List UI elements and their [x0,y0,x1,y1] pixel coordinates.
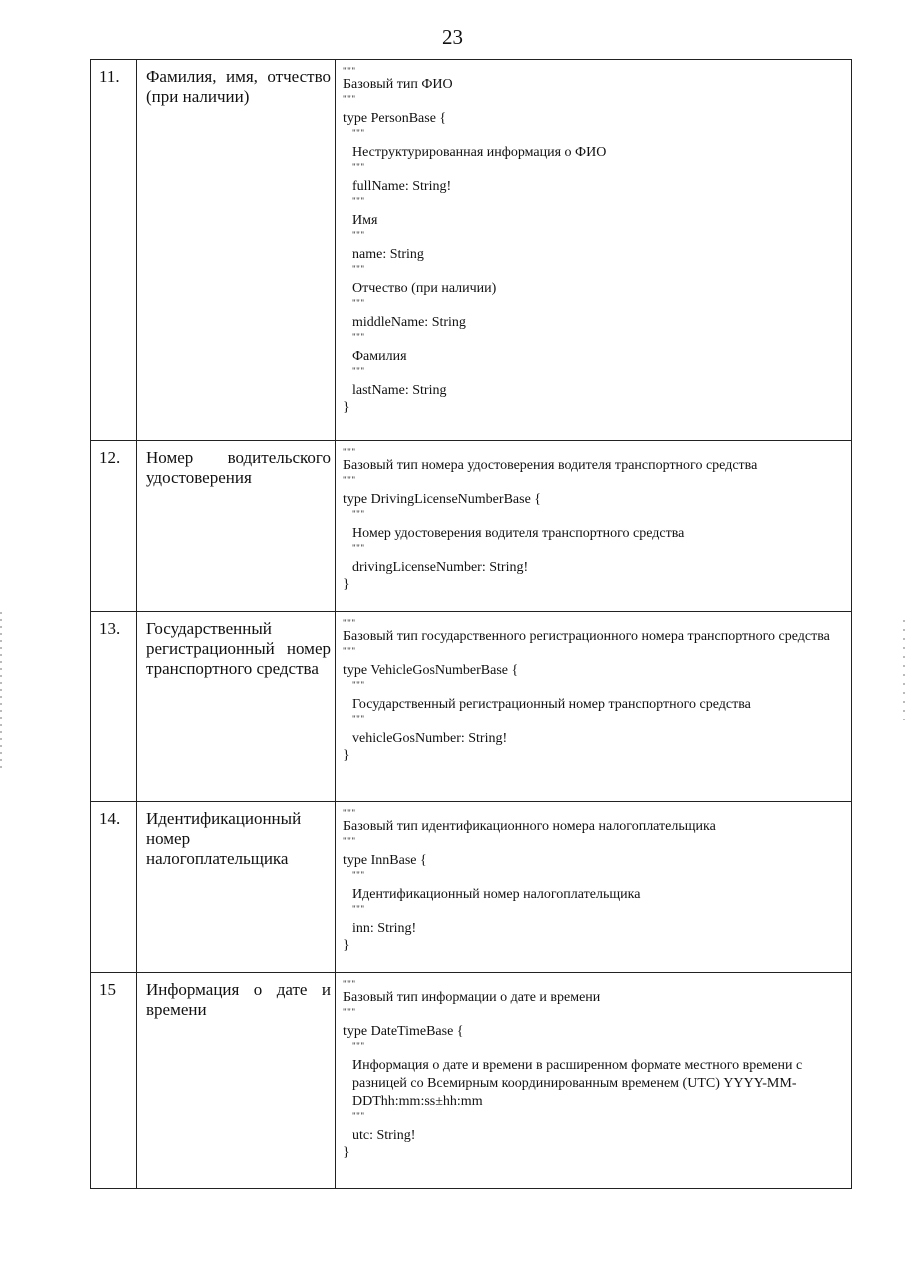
type-declaration: type DrivingLicenseNumberBase { [343,492,541,507]
field-comment: Фамилия [352,349,407,364]
type-declaration: type DateTimeBase { [343,1024,464,1039]
docstring-quote: """ [352,332,365,342]
type-description: Базовый тип номера удостоверения водителя транспортного средства [343,458,758,473]
field-declaration: fullName: String! [352,179,452,194]
field-name: Информация о дате и времени [146,980,331,1019]
docstring-quote: """ [343,66,356,76]
field-declaration: utc: String! [352,1128,416,1143]
docstring-quote: """ [352,366,365,376]
docstring-quote: """ [352,1041,365,1051]
type-close-brace: } [343,577,350,592]
table-row [91,441,852,612]
row-number: 13. [91,612,137,802]
table-row [91,802,852,973]
docstring-quote: """ [352,680,365,690]
field-comment: Информация о дате и времени в расширенном формате местного времени с разницей со Всемирным координированным временем (UTC) YYYY-MM-DDThh:mm:ss±hh:mm [352,1058,803,1109]
docstring-quote: """ [352,162,365,172]
row-number: 15 [91,973,137,1189]
type-description: Базовый тип идентификационного номера налогоплательщика [343,819,716,834]
field-name: Идентификационный номер налогоплательщика [146,809,302,868]
docstring-quote: """ [343,808,356,818]
graphql-code-cell [336,973,852,1189]
docstring-quote: """ [352,264,365,274]
table-row [91,612,852,802]
docstring-quote: """ [352,509,365,519]
type-close-brace: } [343,400,350,415]
table-row [91,973,852,1189]
field-name: Фамилия, имя, отчество (при наличии) [146,67,331,106]
docstring-quote: """ [343,646,356,656]
field-declaration: drivingLicenseNumber: String! [352,560,529,575]
docstring-quote: """ [352,128,365,138]
type-declaration: type VehicleGosNumberBase { [343,663,519,678]
scan-edge-artifact [0,612,2,772]
graphql-code-cell [336,60,852,441]
docstring-quote: """ [352,230,365,240]
field-name-cell [137,60,336,441]
field-comment: Идентификационный номер налогоплательщика [352,887,641,902]
field-declaration: middleName: String [352,315,466,330]
type-declaration: type PersonBase { [343,111,447,126]
field-name: Государственный регистрационный номер транспортного средства [146,619,331,678]
row-number: 11. [91,60,137,441]
graphql-code-cell [336,612,852,802]
row-number: 14. [91,802,137,973]
graphql-code-cell [336,802,852,973]
type-close-brace: } [343,938,350,953]
field-name-cell [137,441,336,612]
field-name-cell [137,802,336,973]
table-row [91,60,852,441]
docstring-quote: """ [343,447,356,457]
field-name-cell [137,612,336,802]
field-comment: Неструктурированная информация о ФИО [352,145,607,160]
docstring-quote: """ [343,1007,356,1017]
type-declaration: type InnBase { [343,853,427,868]
field-declaration: name: String [352,247,424,262]
type-close-brace: } [343,748,350,763]
type-close-brace: } [343,1145,350,1160]
type-description: Базовый тип информации о дате и времени [343,990,601,1005]
docstring-quote: """ [352,543,365,553]
field-declaration: inn: String! [352,921,417,936]
field-comment: Номер удостоверения водителя транспортного средства [352,526,685,541]
field-name: Номер водительского удостоверения [146,448,331,487]
row-number: 12. [91,441,137,612]
docstring-quote: """ [343,618,356,628]
docstring-quote: """ [352,298,365,308]
page-number: 23 [442,25,463,49]
docstring-quote: """ [352,904,365,914]
schema-table [90,59,852,1189]
docstring-quote: """ [352,870,365,880]
graphql-code-cell [336,441,852,612]
field-name-cell [137,973,336,1189]
docstring-quote: """ [352,196,365,206]
field-comment: Государственный регистрационный номер транспортного средства [352,697,751,712]
docstring-quote: """ [343,94,356,104]
field-declaration: vehicleGosNumber: String! [352,731,508,746]
field-comment: Имя [352,213,378,228]
docstring-quote: """ [352,714,365,724]
docstring-quote: """ [343,836,356,846]
type-description: Базовый тип ФИО [343,77,453,92]
field-declaration: lastName: String [352,383,447,398]
docstring-quote: """ [343,475,356,485]
field-comment: Отчество (при наличии) [352,281,497,296]
type-description: Базовый тип государственного регистрационного номера транспортного средства [343,629,830,644]
docstring-quote: """ [352,1111,365,1121]
docstring-quote: """ [343,979,356,989]
